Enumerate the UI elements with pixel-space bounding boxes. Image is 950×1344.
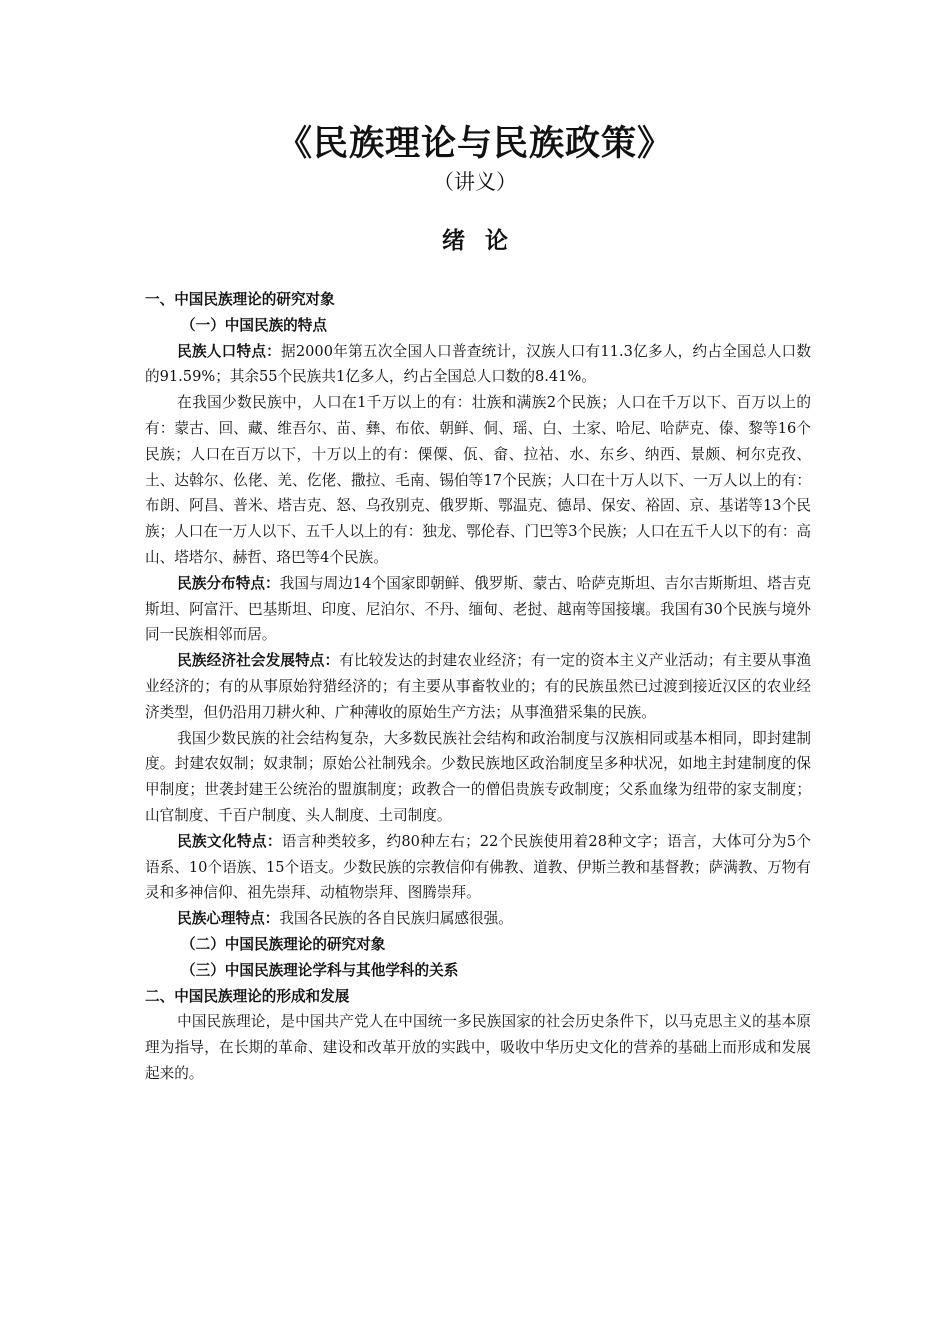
distribution-lead: 民族分布特点：: [177, 574, 280, 592]
subsection-2-heading: （二）中国民族理论的研究对象: [181, 935, 386, 953]
economy-lead: 民族经济社会发展特点：: [177, 652, 340, 670]
paragraph-economy: [145, 648, 811, 725]
document-body: [145, 287, 811, 1087]
subsection-3-heading: （三）中国民族理论学科与其他学科的关系: [181, 961, 459, 979]
economy-text: 有比较发达的封建农业经济；有一定的资本主义产业活动；有主要从事渔业经济的；有的从事原始狩猎经济的；有主要从事畜牧业的；有的民族虽然已过渡到接近汉区的农业经济类型，但仍沿用刀耕火种、广种薄收的原始生产方法；从事渔猎采集的民族。: [145, 652, 811, 721]
paragraph-population: [145, 339, 811, 391]
paragraph-psychology: [145, 906, 811, 932]
chapter-heading: 绪论: [442, 227, 528, 254]
paragraph-culture: [145, 829, 811, 906]
paragraph-theory-formation: 中国民族理论，是中国共产党人在中国统一多民族国家的社会历史条件下，以马克思主义的基本原理为指导，在长期的革命、建设和改革开放的实践中，吸收中华历史文化的营养的基础上而形成和发展起来的。: [145, 1013, 811, 1082]
psychology-text: 我国各民族的各自民族归属感很强。: [279, 910, 513, 928]
culture-lead: 民族文化特点：: [177, 832, 282, 850]
paragraph-social-structure: 我国少数民族的社会结构复杂，大多数民族社会结构和政治制度与汉族相同或基本相同，即封建制度。封建农奴制；奴隶制；原始公社制残余。少数民族地区政治制度呈多种状况，如地主封建制度的保甲制度；世袭封建王公统治的盟旗制度；政教合一的僧侣贵族专政制度；父系血缘为纽带的家支制度；山官制度、千百户制度、头人制度、土司制度。: [145, 729, 811, 824]
document-title: 《民族理论与民族政策》: [276, 123, 673, 164]
paragraph-distribution: [145, 571, 811, 648]
subsection-1-heading: （一）中国民族的特点: [181, 316, 327, 334]
section-2-heading: 二、中国民族理论的形成和发展: [145, 987, 350, 1005]
psychology-lead: 民族心理特点：: [177, 910, 280, 928]
document-subtitle: （讲义）: [433, 170, 517, 194]
population-lead: 民族人口特点：: [177, 342, 282, 360]
distribution-text: 我国与周边14个国家即朝鲜、俄罗斯、蒙古、哈萨克斯坦、吉尔吉斯斯坦、塔吉克斯坦、阿富汗、巴基斯坦、印度、尼泊尔、不丹、缅甸、老挝、越南等国接壤。我国有30个民族与境外同一民族相邻而居。: [145, 574, 811, 644]
population-text: 据2000年第五次全国人口普查统计，汉族人口有11.3亿多人，约占全国总人口数的91.59%；其余55个民族共1亿多人，约占全国总人口数的8.41%。: [145, 342, 811, 386]
paragraph-minority-population: 在我国少数民族中，人口在1千万以上的有：壮族和满族2个民族；人口在千万以下、百万以上的有：蒙古、回、藏、维吾尔、苗、彝、布依、朝鲜、侗、瑶、白、土家、哈尼、哈萨克、傣、黎等16个民族；人口在百万以下，十万以上的有：傈僳、佤、畲、拉祜、水、东乡、纳西、景颇、柯尔克孜、土、达斡尔、仫佬、羌、仡佬、撒拉、毛南、锡伯等17个民族；人口在十万人以下、一万人以上的有：布朗、阿昌、普米、塔吉克、怒、乌孜别克、俄罗斯、鄂温克、德昂、保安、裕固、京、基诺等13个民族；人口在一万人以下、五千人以上的有：独龙、鄂伦春、门巴等3个民族；人口在五千人以下的有：高山、塔塔尔、赫哲、珞巴等4个民族。: [145, 394, 812, 566]
section-1-heading: 一、中国民族理论的研究对象: [145, 291, 335, 308]
culture-text: 语言种类较多，约80种左右；22个民族使用着28种文字；语言，大体可分为5个语系、10个语族、15个语支。少数民族的宗教信仰有佛教、道教、伊斯兰教和基督教；萨满教、万物有灵和多神信仰、祖先崇拜、动植物崇拜、图腾崇拜。: [145, 832, 811, 902]
